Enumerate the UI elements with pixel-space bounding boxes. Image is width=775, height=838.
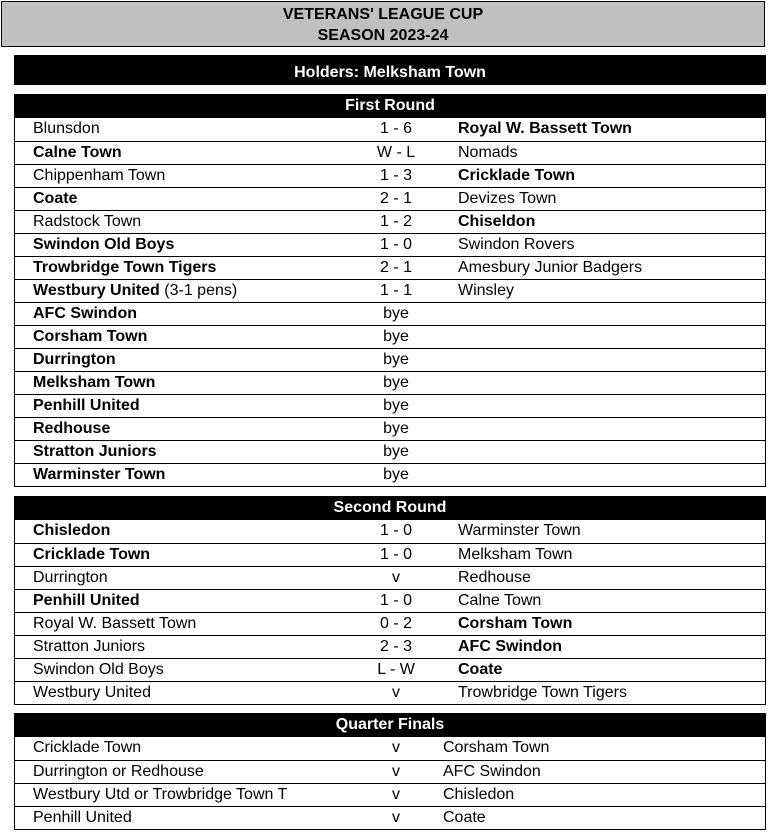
home-team-name: Chisledon: [33, 522, 111, 539]
home-team: [33, 372, 155, 394]
fixture-row: [15, 417, 765, 440]
cup-title: [1, 1, 765, 47]
home-team: [33, 188, 77, 210]
score: 1 - 0: [379, 236, 412, 253]
home-team: [33, 544, 150, 566]
home-team-name: Radstock Town: [33, 213, 142, 230]
home-team-name: Swindon Old Boys: [33, 236, 175, 253]
home-team-name: Westbury United: [33, 282, 160, 299]
away-team: Amesbury Junior Badgers: [458, 259, 643, 276]
fixture-row: [15, 210, 765, 233]
score: bye: [383, 397, 409, 414]
cup-title-line1: VETERANS' LEAGUE CUP: [282, 6, 484, 23]
home-team: [33, 142, 122, 164]
home-team-name: Stratton Juniors: [33, 638, 146, 655]
fixture-row: [15, 543, 765, 566]
home-team-name: Durrington: [33, 351, 116, 368]
score: v: [392, 809, 400, 826]
score: bye: [383, 420, 409, 437]
second-round-table: [14, 520, 766, 705]
home-team-name: Swindon Old Boys: [33, 661, 164, 678]
score: 0 - 2: [379, 615, 412, 632]
home-team-name: Cricklade Town: [33, 739, 142, 756]
second-round-heading: Second Round: [14, 496, 766, 520]
fixture-row: [15, 348, 765, 371]
score: 2 - 3: [379, 638, 412, 655]
home-team: [33, 303, 137, 325]
home-team: [33, 211, 141, 233]
home-team-name: Calne Town: [33, 144, 122, 161]
home-team: [33, 118, 100, 140]
home-team: [33, 165, 165, 187]
home-team: [33, 567, 108, 589]
fixture-row: [15, 566, 765, 589]
home-team: [33, 761, 204, 783]
home-team: [33, 659, 164, 681]
home-team-name: Penhill United: [33, 397, 140, 414]
first-round-heading: First Round: [14, 94, 766, 118]
away-team: AFC Swindon: [443, 763, 541, 780]
cup-title-line2: SEASON 2023-24: [317, 27, 449, 44]
away-team: Swindon Rovers: [458, 236, 575, 253]
home-team: [33, 682, 151, 704]
fixture-row: [15, 118, 765, 141]
home-team-name: Westbury United: [33, 684, 151, 701]
home-team-name: Chippenham Town: [33, 167, 166, 184]
home-team: [33, 590, 140, 612]
away-team: Coate: [443, 809, 486, 826]
away-team: Melksham Town: [458, 546, 573, 563]
away-team: Redhouse: [458, 569, 531, 586]
score: bye: [383, 305, 409, 322]
quarter-finals-table: [14, 737, 766, 830]
fixture-row: [15, 612, 765, 635]
home-team-name: Westbury Utd or Trowbridge Town T: [33, 786, 288, 803]
score: bye: [383, 374, 409, 391]
away-team: Corsham Town: [443, 739, 550, 756]
first-round-table: [14, 118, 766, 487]
fixture-row: [15, 681, 765, 704]
fixture-row: [15, 737, 765, 760]
home-team: [33, 737, 141, 759]
home-team-name: Trowbridge Town Tigers: [33, 259, 217, 276]
holders-banner: Holders: Melksham Town: [14, 55, 766, 85]
home-team: [33, 257, 216, 279]
score: v: [392, 786, 400, 803]
fixture-row: [15, 164, 765, 187]
home-team: [33, 784, 287, 806]
home-team-name: Penhill United: [33, 809, 132, 826]
home-team: [33, 326, 147, 348]
away-team: Warminster Town: [458, 522, 581, 539]
score: 1 - 0: [379, 522, 412, 539]
score: 1 - 0: [379, 546, 412, 563]
home-team: [33, 280, 237, 302]
fixture-row: [15, 806, 765, 829]
home-team-name: Cricklade Town: [33, 546, 151, 563]
home-team-name: Melksham Town: [33, 374, 156, 391]
score: bye: [383, 351, 409, 368]
home-team-name: Warminster Town: [33, 466, 166, 483]
home-team-name: Durrington or Redhouse: [33, 763, 204, 780]
away-team: AFC Swindon: [458, 638, 562, 655]
score: 1 - 6: [379, 120, 412, 137]
fixture-row: [15, 463, 765, 486]
home-team: [33, 441, 157, 463]
score: bye: [383, 443, 409, 460]
home-team: [33, 349, 116, 371]
fixture-row: [15, 635, 765, 658]
fixture-row: [15, 187, 765, 210]
away-team: Royal W. Bassett Town: [458, 120, 632, 137]
score: L - W: [377, 661, 415, 678]
first-round-section: [14, 94, 766, 487]
second-round-section: [14, 496, 766, 705]
home-team: [33, 636, 145, 658]
away-team: Devizes Town: [458, 190, 557, 207]
home-team-name: Blunsdon: [33, 120, 100, 137]
away-team: Cricklade Town: [458, 167, 576, 184]
away-team: Chisledon: [443, 786, 515, 803]
away-team: Coate: [458, 661, 503, 678]
score: 1 - 1: [379, 282, 412, 299]
away-team: Trowbridge Town Tigers: [458, 684, 627, 701]
away-team: Chiseldon: [458, 213, 536, 230]
fixture-row: [15, 233, 765, 256]
away-team: Calne Town: [458, 592, 542, 609]
home-team-name: AFC Swindon: [33, 305, 137, 322]
score: bye: [383, 466, 409, 483]
home-team-name: Corsham Town: [33, 328, 148, 345]
fixture-row: [15, 279, 765, 302]
home-team-name: Coate: [33, 190, 78, 207]
fixture-row: [15, 394, 765, 417]
score: 1 - 3: [379, 167, 412, 184]
score: 2 - 1: [379, 259, 412, 276]
score: 2 - 1: [379, 190, 412, 207]
score: 1 - 0: [379, 592, 412, 609]
score: bye: [383, 328, 409, 345]
score: 1 - 2: [379, 213, 412, 230]
away-team: Nomads: [458, 144, 518, 161]
fixture-row: [15, 371, 765, 394]
home-team: [33, 234, 174, 256]
score: v: [392, 739, 400, 756]
home-team-name: Durrington: [33, 569, 108, 586]
away-team: Winsley: [458, 282, 515, 299]
score: v: [392, 763, 400, 780]
score: W - L: [376, 144, 416, 161]
home-team: [33, 520, 110, 542]
fixture-row: [15, 589, 765, 612]
away-team: Corsham Town: [458, 615, 573, 632]
fixture-row: [15, 760, 765, 783]
home-team: [33, 807, 132, 829]
home-team: [33, 613, 196, 635]
fixture-row: [15, 256, 765, 279]
score: v: [392, 569, 400, 586]
fixture-row: [15, 325, 765, 348]
home-team: [33, 395, 140, 417]
fixture-row: [15, 302, 765, 325]
quarter-finals-heading: Quarter Finals: [14, 713, 766, 737]
fixture-row: [15, 658, 765, 681]
fixture-row: [15, 520, 765, 543]
fixture-row: [15, 783, 765, 806]
fixture-row: [15, 141, 765, 164]
home-team-name: Stratton Juniors: [33, 443, 157, 460]
home-team-name: Redhouse: [33, 420, 111, 437]
home-team: [33, 464, 165, 486]
home-team-name: Royal W. Bassett Town: [33, 615, 197, 632]
score: v: [392, 684, 400, 701]
home-team-name: Penhill United: [33, 592, 140, 609]
quarter-finals-section: [14, 713, 766, 830]
home-team: [33, 418, 110, 440]
penalty-note: (3-1 pens): [159, 282, 238, 299]
fixture-row: [15, 440, 765, 463]
